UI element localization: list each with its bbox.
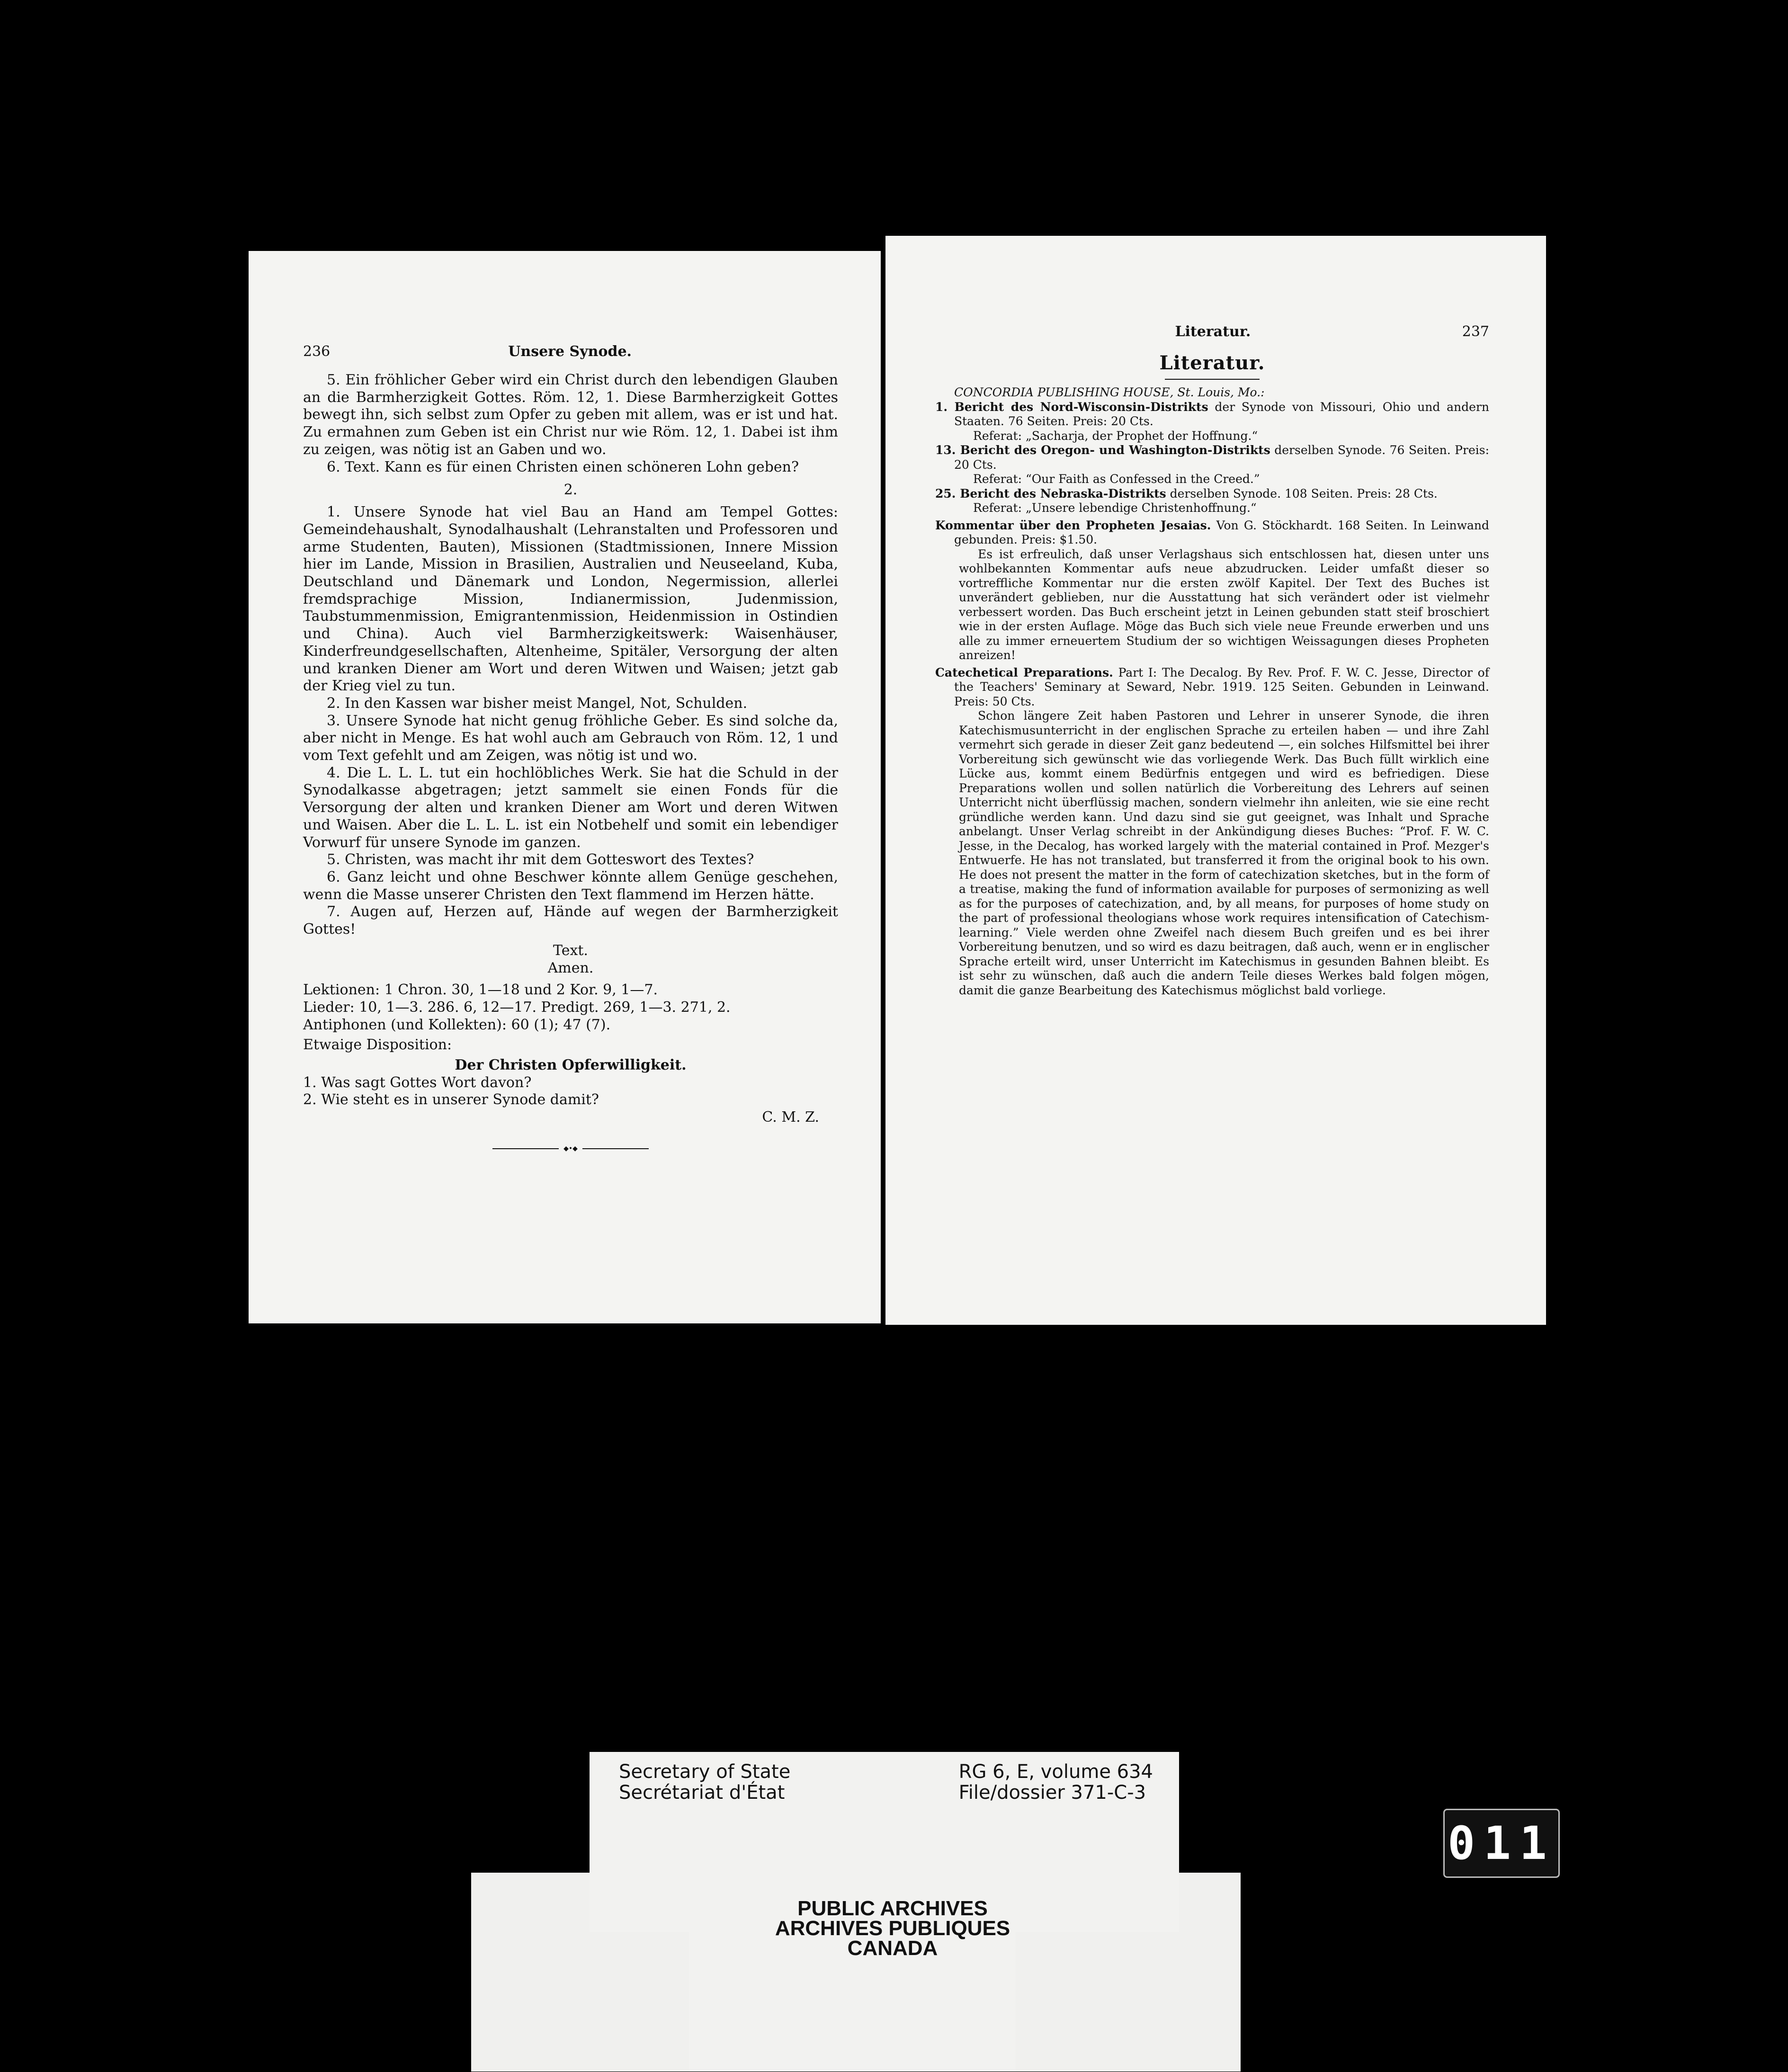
publisher: CONCORDIA PUBLISHING HOUSE, St. Louis, Mo.: [954,385,1265,399]
paragraph: 5. Christen, was macht ihr mit dem Gotteswort des Textes? [327,851,754,868]
stamp-line: CANADA [847,1937,938,1960]
paragraph: 7. Augen auf, Herzen auf, Hände auf wegen der Barmherzigkeit Gottes! [303,903,838,938]
stamp-line: ARCHIVES PUBLIQUES [775,1917,1010,1940]
signature: C. M. Z. [762,1109,819,1126]
entry: 25. Bericht des Nebraska-Distrikts derselben Synode. 108 Seiten. Preis: 28 Cts. [935,486,1438,500]
running-head-title-left: Unsere Synode. [508,343,632,360]
paragraph: 6. Ganz leicht und ohne Beschwer könnte allem Genüge geschehen, wenn die Masse unserer Christen den Text flammend im Herzen hätte. [303,868,838,903]
paragraph: 1. Unsere Synode hat viel Bau an Hand am Tempel Gottes: Gemeindehaushalt, Synodalhaushalt (Lehranstalten und Professoren und arme Studenten, Bauten), Missionen (Stadtmissionen, Innere Mission hier im Lande, Mission in Brasilien, Australien und Neuseeland, Kuba, Deutschland und Dänemark und London, Negermission, allerlei fremdsprachige Mission, Indianermission, Judenmission, Taubstummenmission, Emigrantenmission, Heidenmission in Ostindien und China). Auch viel Barmherzigkeitswerk: Waisenhäuser, Kinderfreundgesellschaften, Altenheime, Spitäler, Versorgung der alten und kranken Diener am Wort und deren Witwen und Waisen; jetzt gab der Krieg viel zu tun. [303,504,838,695]
entry: 1. Bericht des Nord-Wisconsin-Distrikts der Synode von Missouri, Ohio und andern Staaten. 76 Seiten. Preis: 20 Cts. [935,400,1489,428]
left-running-head [303,343,838,360]
paragraph: 3. Unsere Synode hat nicht genug fröhliche Geber. Es sind solche da, aber nicht in Menge. Es hat wohl auch am Gebrauch von Röm. 12, 1 und vom Text gefehlt und am Zeigen, was nötig ist und wo. [303,712,838,764]
department-fr: Secrétariat d'État [619,1782,785,1804]
catechetical-entry: Catechetical Preparations. Part I: The Decalog. By Rev. Prof. F. W. C. Jesse, Director of the Teachers' Seminary at Seward, Nebr. 1919. 125 Seiten. Gebunden in Leinwand. Preis: 50 Cts. [935,665,1489,708]
entry: 13. Bericht des Oregon- und Washington-Distrikts derselben Synode. 76 Seiten. Preis: 20 Cts. [935,443,1489,472]
paragraph: 2. In den Kassen war bisher meist Mangel, Not, Schulden. [327,695,748,712]
lieder: Lieder: 10, 1—3. 286. 6, 12—17. Predigt. 269, 1—3. 271, 2. [303,999,731,1016]
section-title: Literatur. [1159,352,1265,374]
section-number: 2. [563,482,578,499]
file-dossier: File/dossier 371-C-3 [958,1782,1146,1804]
disposition-item: 1. Was sagt Gottes Wort davon? [303,1074,532,1091]
entry-referat: Referat: „Sacharja, der Prophet der Hoffnung.“ [973,429,1258,443]
lektionen: Lektionen: 1 Chron. 30, 1—18 und 2 Kor. 9, 1—7. [303,982,658,999]
page-number-left: 236 [303,343,331,360]
left-page [249,251,881,1323]
department-en: Secretary of State [619,1761,791,1783]
disposition-item: 2. Wie steht es in unserer Synode damit? [303,1091,599,1108]
right-running-head [935,323,1489,340]
paragraph: 5. Ein fröhlicher Geber wird ein Christ durch den lebendigen Glauben an die Barmherzigkeit Gottes. Röm. 12, 1. Diese Barmherzigkeit Gottes bewegt ihn, sich selbst zum Opfer zu geben mit allem, was er ist und hat. Zu ermahnen zum Geben ist ein Christ nur wie Röm. 12, 1. Dabei ist ihm zu zeigen, was nötig ist an Gaben und wo. [303,372,838,458]
catechetical-review: Schon längere Zeit haben Pastoren und Lehrer in unserer Synode, die ihren Katechismusunterricht in der englischen Sprache zu erteilen haben — und ihre Zahl vermehrt sich gerade in dieser Zeit ganz bedeutend —, ein solches Hilfsmittel bei ihrer Vorbereitung sich gewünscht wie das vorliegende Werk. Das Buch füllt wirklich eine Lücke aus, kommt einem Bedürfnis entgegen und wird es befriedigen. Diese Preparations wollen und sollen natürlich die Vorbereitung des Lehrers auf seinen Unterricht nicht überflüssig machen, sondern vielmehr ihn anleiten, wie sie eine recht gründliche werden kann. Und dazu sind sie gut geeignet, was Inhalt und Sprache anbelangt. Unser Verlag schreibt in der Ankündigung dieses Buches: “Prof. F. W. C. Jesse, in the Decalog, has worked largely with the material contained in Prof. Mezger's Entwuerfe. He has not translated, but transferred it from the original book to his own. He does not present the matter in the form of catechization sketches, but in the form of a treatise, making the fund of information available for purposes of sermonizing as well as for the purposes of catechization, and, by all means, for purposes of home study on the part of professional theologians whose work requires intensification of Catechism-learning.” Viele werden ohne Zweifel nach diesem Buch greifen und es bei ihrer Vorbereitung benutzen, und so wird es dazu beitragen, daß auch, wenn er in englischer Sprache erteilt wird, unser Unterricht im Katechismus in gesunden Bahnen bleibt. Es ist sehr zu wünschen, daß auch die andern Teile dieses Werkes bald folgen mögen, damit die ganze Bearbeitung des Katechismus möglichst bald vorliege. [959,709,1489,997]
entry-referat: Referat: „Unsere lebendige Christenhoffnung.“ [973,501,1257,515]
page-number-right: 237 [1462,323,1489,340]
right-page [885,236,1546,1325]
archive-stamp [668,1899,1118,1958]
text-label: Text. [553,942,588,959]
disposition-title: Der Christen Opferwilligkeit. [455,1057,687,1074]
running-head-title-right: Literatur. [1175,323,1251,340]
kommentar-review: Es ist erfreulich, daß unser Verlagshaus sich entschlossen hat, diesen unter uns wohlbekannten Kommentar aufs neue abzudrucken. Leider umfaßt dieser so vortreffliche Kommentar nur die ersten zwölf Kapitel. Der Text des Buches ist unverändert geblieben, nur die Ausstattung hat sich verändert oder ist vielmehr verbessert worden. Das Buch erscheint jetzt in Leinen gebunden statt steif broschiert wie in der ersten Auflage. Möge das Buch sich viele neue Freunde erwerben und uns alle zu immer erneuertem Studium der so wichtigen Weissagungen dieses Propheten anreizen! [959,547,1489,662]
kommentar-entry: Kommentar über den Propheten Jesaias. Von G. Stöckhardt. 168 Seiten. In Leinwand gebunden. Preis: $1.50. [935,518,1489,546]
paragraph: 4. Die L. L. L. tut ein hochlöbliches Werk. Sie hat die Schuld in der Synodalkasse abgetragen; jetzt sammelt sie einen Fonds für die Versorgung der alten und kranken Diener am Wort und deren Witwen und Waisen. Aber die L. L. L. ist ein Notbehelf und somit ein lebendiger Vorwurf für unsere Synode im ganzen. [303,764,838,851]
title-rule [1165,379,1260,380]
amen-label: Amen. [547,959,594,976]
entry-referat: Referat: “Our Faith as Confessed in the Creed.” [973,472,1260,486]
ornamental-divider: ◆•◆ [492,1145,649,1152]
record-group: RG 6, E, volume 634 [958,1761,1153,1783]
paragraph: 6. Text. Kann es für einen Christen einen schöneren Lohn geben? [327,458,799,475]
antiphonen: Antiphonen (und Kollekten): 60 (1); 47 (7). [303,1016,611,1033]
stamp-line: PUBLIC ARCHIVES [797,1897,988,1920]
frame-counter: 011 [1443,1809,1560,1878]
disposition-label: Etwaige Disposition: [303,1036,452,1054]
